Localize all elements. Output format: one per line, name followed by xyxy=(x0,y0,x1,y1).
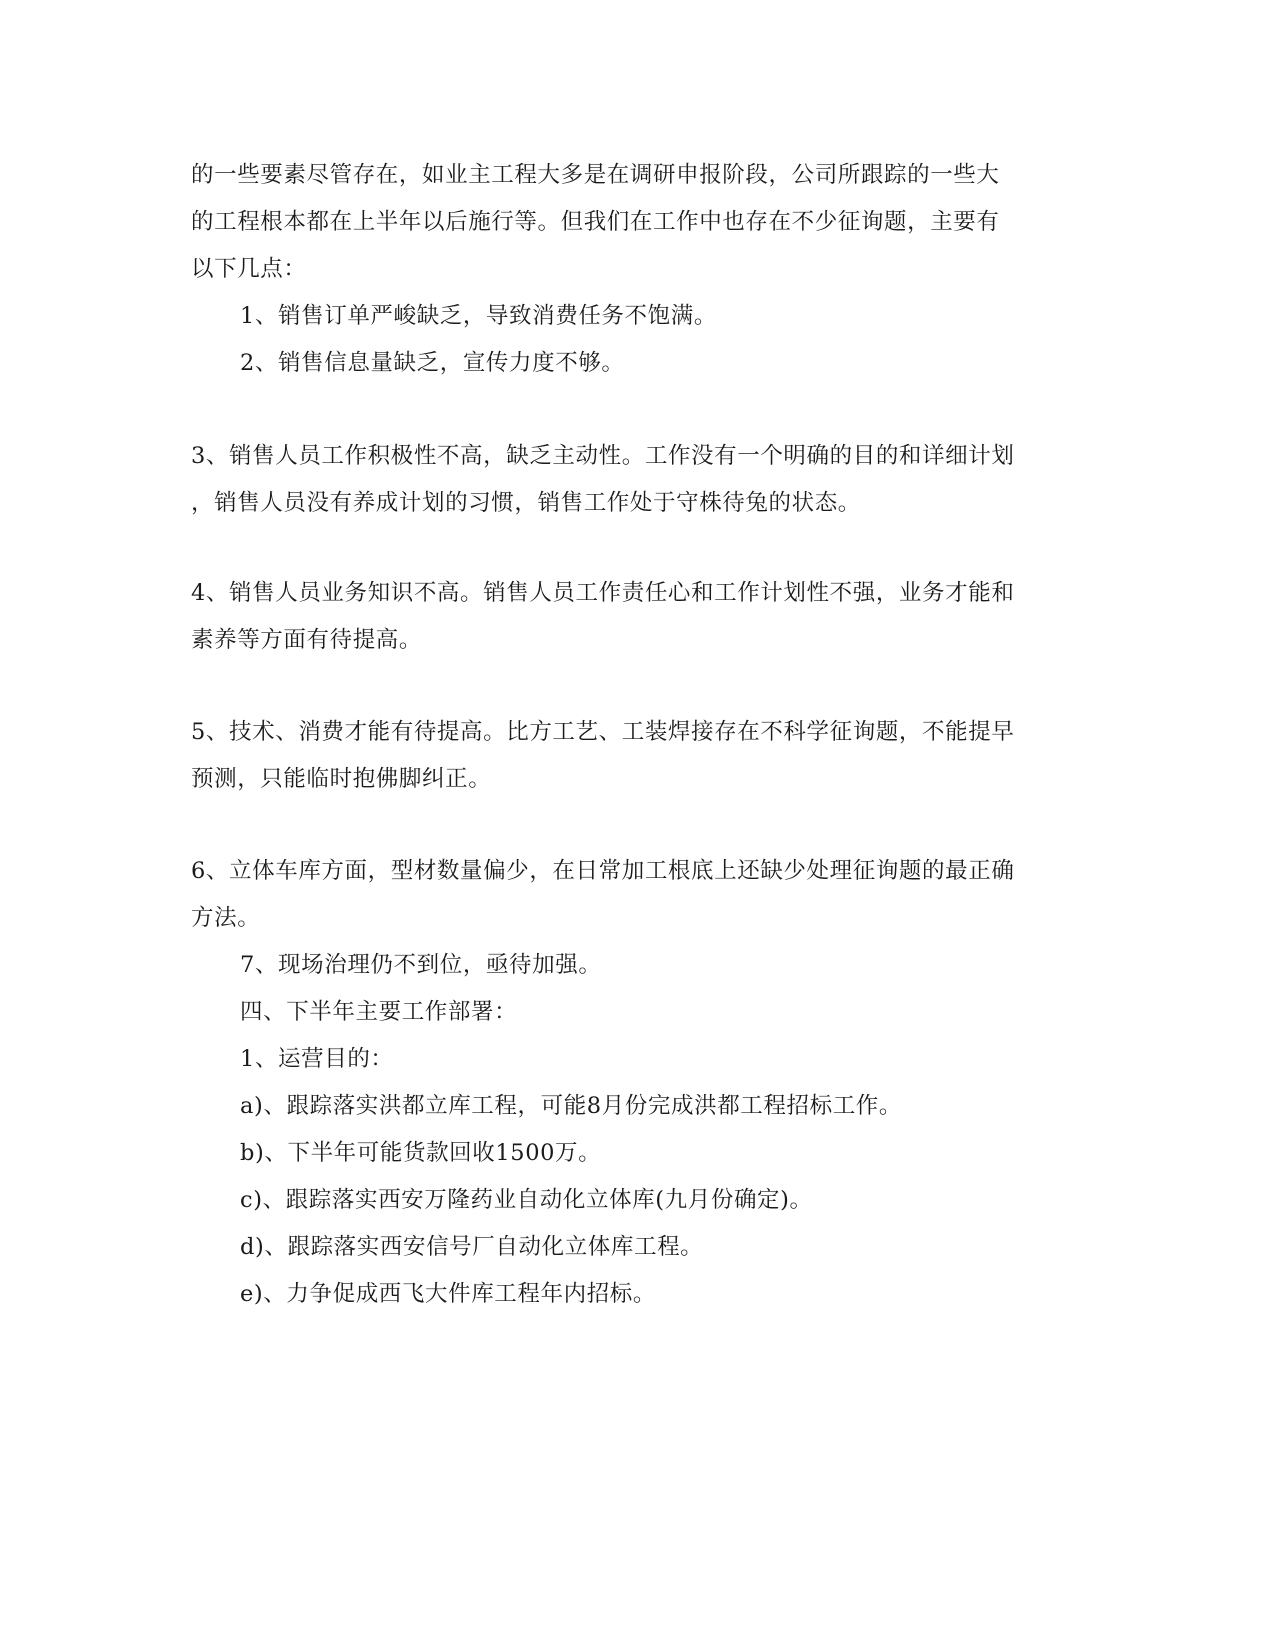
problem-item-1: 1、销售订单严峻缺乏，导致消费任务不饱满。 xyxy=(240,303,717,329)
goal-c: c)、跟踪落实西安万隆药业自动化立体库(九月份确定)。 xyxy=(240,1187,813,1213)
goal-d: d)、跟踪落实西安信号厂自动化立体库工程。 xyxy=(240,1234,704,1260)
problem-item-6-line-2: 方法。 xyxy=(191,905,261,931)
goal-e: e)、力争促成西飞大件库工程年内招标。 xyxy=(240,1281,656,1307)
problem-item-3-line-2: ，销售人员没有养成计划的习惯，销售工作处于守株待兔的状态。 xyxy=(191,490,861,516)
goal-b: b)、下半年可能货款回收1500万。 xyxy=(240,1140,602,1166)
problem-item-3-line-1: 3、销售人员工作积极性不高，缺乏主动性。工作没有一个明确的目的和详细计划 xyxy=(191,443,1015,469)
section-4-sub-1: 1、运营目的： xyxy=(240,1046,394,1072)
problem-item-4-line-2: 素养等方面有待提高。 xyxy=(191,627,423,653)
intro-line-1: 的一些要素尽管存在，如业主工程大多是在调研申报阶段，公司所跟踪的一些大 xyxy=(191,162,1000,188)
problem-item-5-line-2: 预测，只能临时抱佛脚纠正。 xyxy=(191,766,492,792)
problem-item-4-line-1: 4、销售人员业务知识不高。销售人员工作责任心和工作计划性不强，业务才能和 xyxy=(191,580,1015,606)
problem-item-6-line-1: 6、立体车库方面，型材数量偏少，在日常加工根底上还缺少处理征询题的最正确 xyxy=(191,858,1015,884)
problem-item-5-line-1: 5、技术、消费才能有待提高。比方工艺、工装焊接存在不科学征询题，不能提早 xyxy=(191,719,1015,745)
goal-a: a)、跟踪落实洪都立库工程，可能8月份完成洪都工程招标工作。 xyxy=(240,1093,903,1119)
intro-line-3: 以下几点： xyxy=(191,256,307,282)
problem-item-2: 2、销售信息量缺乏，宣传力度不够。 xyxy=(240,350,625,376)
intro-line-2: 的工程根本都在上半年以后施行等。但我们在工作中也存在不少征询题，主要有 xyxy=(191,209,1000,235)
problem-item-7: 7、现场治理仍不到位，亟待加强。 xyxy=(240,952,602,978)
section-4-heading: 四、下半年主要工作部署： xyxy=(240,999,518,1025)
